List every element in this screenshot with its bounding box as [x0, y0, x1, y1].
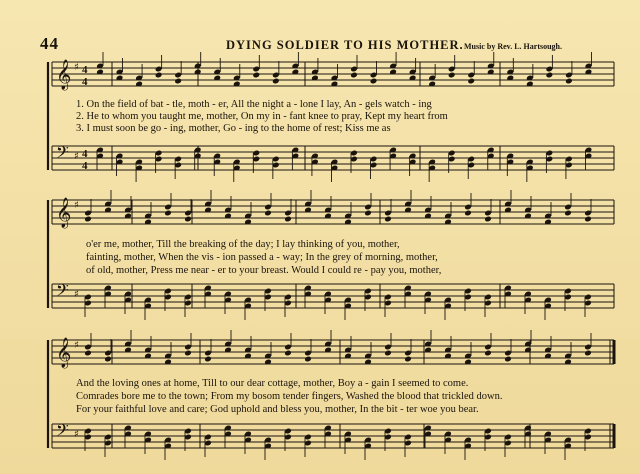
note-head: [84, 350, 92, 357]
note-head: [564, 210, 572, 217]
bass-clef-icon: 𝄢: [56, 420, 69, 444]
note-head: [104, 356, 112, 363]
sharp-icon: ♯: [74, 62, 79, 73]
note-head: [204, 356, 212, 363]
note-head: [467, 78, 475, 85]
note-head: [304, 356, 312, 363]
sharp-icon: ♯: [74, 151, 79, 162]
song-title: DYING SOLDIER TO HIS MOTHER.: [226, 38, 464, 52]
note-head: [565, 78, 573, 85]
lyric-line: And the loving ones at home, Till to our dear cottage, mother, Boy a - gain I seemed to come.: [76, 378, 469, 389]
composer-credit: Music by Rev. L. Hartsough.: [464, 42, 563, 51]
note-head: [584, 216, 592, 223]
bass-clef-icon: 𝄢: [56, 280, 69, 304]
note-head: [264, 210, 272, 217]
lyric-line: 2. He to whom you taught me, mother, On my in - fant knee to pray, Kept my heart from: [76, 111, 448, 122]
note-head: [370, 78, 378, 85]
note-head: [584, 350, 592, 357]
note-head: [284, 216, 292, 223]
sharp-icon: ♯: [74, 340, 79, 351]
note-head: [284, 350, 292, 357]
bass-clef-icon: 𝄢: [56, 142, 69, 166]
lyric-line: 1. On the field of bat - tle, moth - er, All the night a - lone I lay, An - gels watch - ing: [76, 99, 432, 110]
note-head: [364, 210, 372, 217]
time-signature: 4: [82, 76, 88, 88]
note-head: [546, 72, 554, 79]
note-head: [404, 356, 412, 363]
note-head: [384, 216, 392, 223]
time-signature: 4: [82, 64, 88, 76]
note-head: [184, 216, 192, 223]
time-signature: 4: [82, 148, 88, 160]
lyric-line: For your faithful love and care; God uphold and bless you, mother, In the bit - ter woe you bear.: [76, 404, 479, 415]
note-head: [350, 72, 358, 79]
treble-clef-icon: 𝄞: [56, 338, 72, 368]
note-head: [464, 210, 472, 217]
note-head: [272, 78, 280, 85]
lyric-line: Comrades bore me to the town; From my bosom tender fingers, Washed the blood that trickled down.: [76, 391, 503, 402]
lyric-line: o'er me, mother, Till the breaking of the day; I lay thinking of you, mother,: [86, 239, 400, 250]
note-head: [155, 72, 163, 79]
note-head: [174, 78, 182, 85]
note-head: [504, 356, 512, 363]
sharp-icon: ♯: [74, 289, 79, 300]
lyric-line: 3. I must soon be go - ing, mother, Go - ing to the home of rest; Kiss me as: [76, 123, 391, 134]
sharp-icon: ♯: [74, 200, 79, 211]
time-signature: 4: [82, 160, 88, 172]
lyric-line: fainting, mother, When the vis - ion passed a - way; In the grey of morning, mother,: [86, 252, 438, 263]
note-head: [184, 350, 192, 357]
note-head: [252, 72, 260, 79]
treble-clef-icon: 𝄞: [56, 60, 72, 90]
treble-clef-icon: 𝄞: [56, 198, 72, 228]
sharp-icon: ♯: [74, 429, 79, 440]
note-head: [384, 350, 392, 357]
page-number: 44: [40, 34, 59, 53]
note-head: [484, 216, 492, 223]
note-head: [164, 210, 172, 217]
note-head: [484, 350, 492, 357]
note-head: [448, 72, 456, 79]
note-head: [84, 216, 92, 223]
lyric-line: of old, mother, Press me near - er to your breast. Would I could re - pay you, mother,: [86, 265, 442, 276]
